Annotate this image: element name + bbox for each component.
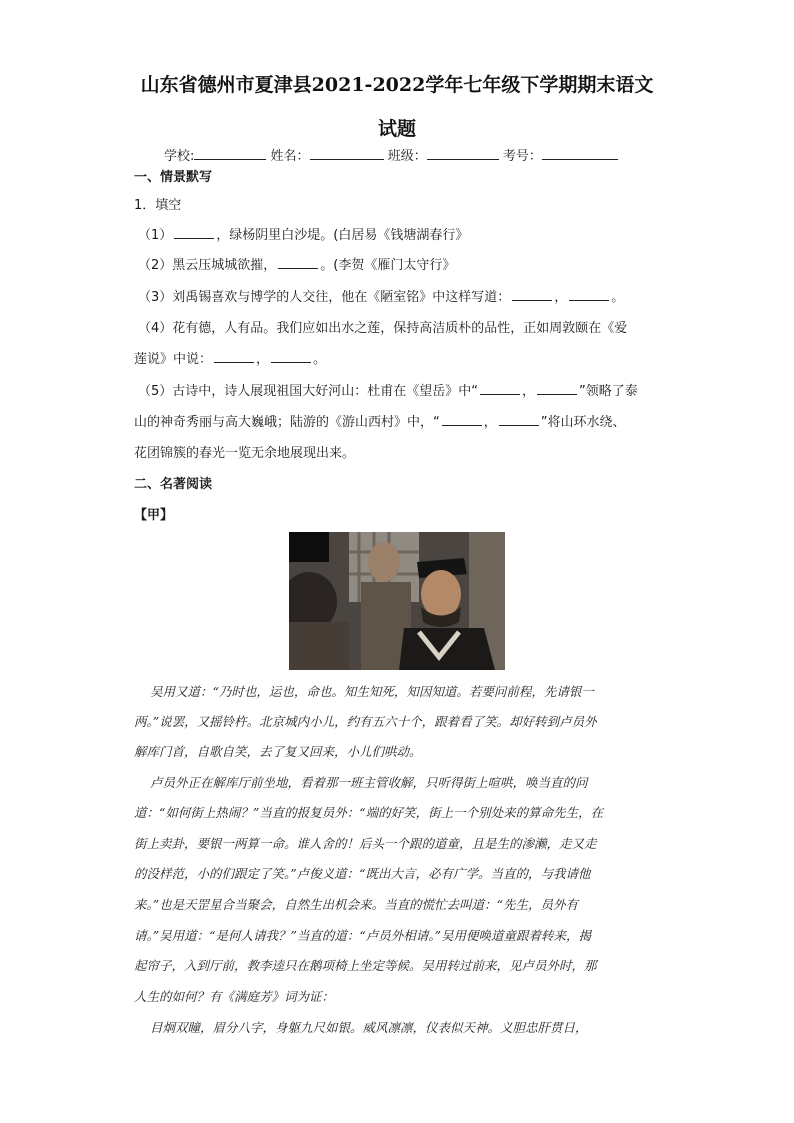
name-label: 姓名： bbox=[270, 149, 310, 164]
school-blank[interactable] bbox=[194, 146, 266, 160]
name-blank[interactable] bbox=[310, 146, 384, 160]
exam-title: 山东省德州市夏津县2021-2022学年七年级下学期期末语文 bbox=[140, 74, 654, 96]
passage-paragraph: 起帘子，入到厅前，教李逵只在鹅项椅上坐定等候。吴用转过前来，见卢员外时，那 bbox=[134, 958, 597, 973]
section2-heading: 二、名著阅读 bbox=[134, 477, 213, 492]
question1-label: 1．填空 bbox=[134, 198, 182, 213]
fill-item-5-line2: 山的神奇秀丽与高大巍峨；陆游的《游山西村》中，“ ， ”将山环水绕、 bbox=[134, 415, 626, 430]
fill-item-1: （1） ，绿杨阴里白沙堤。(白居易《钱塘湖春行》 bbox=[138, 228, 469, 243]
answer-blank[interactable] bbox=[271, 350, 311, 363]
answer-blank[interactable] bbox=[174, 226, 214, 239]
passage-paragraph: 来。”也是天罡星合当聚会，自然生出机会来。当直的慌忙去叫道：“先生，员外有 bbox=[134, 897, 579, 912]
passage-paragraph: 两。”说罢，又摇铃杵。北京城内小儿，约有五六十个，跟着看了笑。却好转到卢员外 bbox=[134, 714, 597, 729]
passage-paragraph: 道：“如何街上热闹？”当直的报复员外：“端的好笑，街上一个别处来的算命先生，在 bbox=[134, 805, 604, 820]
answer-blank[interactable] bbox=[499, 413, 539, 426]
fill-item-4-line1: （4）花有德，人有品。我们应如出水之莲，保持高洁质朴的品性，正如周敦颐在《爱 bbox=[138, 321, 628, 336]
passage-paragraph: 街上卖卦，要银一两算一命。谁人舍的！后头一个跟的道童，且是生的渗濑，走又走 bbox=[134, 836, 597, 851]
class-label: 班级： bbox=[387, 149, 427, 164]
answer-blank[interactable] bbox=[512, 288, 552, 301]
class-blank[interactable] bbox=[427, 146, 499, 160]
number-blank[interactable] bbox=[542, 146, 618, 160]
photo-scene bbox=[289, 532, 505, 670]
answer-blank[interactable] bbox=[537, 382, 577, 395]
answer-blank[interactable] bbox=[480, 382, 520, 395]
passage-paragraph: 人生的如何？有《满庭芳》词为证： bbox=[134, 989, 335, 1004]
passage-paragraph: 目炯双瞳，眉分八字，身躯九尺如银。威风凛凛，仪表似天神。义胆忠肝贯日， bbox=[150, 1020, 588, 1035]
passage-paragraph: 的没样范，小的们跟定了笑。”卢俊义道：“既出大言，必有广学。当直的，与我请他 bbox=[134, 866, 591, 881]
exam-title-continued: 试题 bbox=[377, 118, 416, 140]
answer-blank[interactable] bbox=[278, 256, 318, 269]
fill-item-3: （3）刘禹锡喜欢与博学的人交往，他在《陋室铭》中这样写道： ， 。 bbox=[138, 290, 625, 305]
tv-drama-still-photo bbox=[289, 532, 505, 670]
passage-paragraph: 吴用又道：“乃时也，运也，命也。知生知死，知因知道。若要问前程，先请银一 bbox=[150, 684, 594, 699]
fill-item-4-line2: 莲说》中说： ， 。 bbox=[134, 352, 327, 367]
student-info-line bbox=[164, 145, 618, 164]
passage-paragraph: 解库门首，自歌自笑，去了复又回来，小儿们哄动。 bbox=[134, 744, 422, 759]
fill-item-2: （2）黑云压城城欲摧， 。(李贺《雁门太守行》 bbox=[138, 258, 456, 273]
answer-blank[interactable] bbox=[569, 288, 609, 301]
school-label: 学校: bbox=[164, 149, 195, 164]
part-jia-label: 【甲】 bbox=[134, 508, 174, 523]
passage-paragraph: 卢员外正在解库厅前坐地，看着那一班主管收解，只听得街上喧哄，唤当直的问 bbox=[150, 775, 588, 790]
passage-paragraph: 请。”吴用道：“是何人请我？”当直的道：“卢员外相请。”吴用便唤道童跟着转来，揭 bbox=[134, 928, 591, 943]
section1-heading: 一、情景默写 bbox=[134, 170, 213, 185]
answer-blank[interactable] bbox=[214, 350, 254, 363]
fill-item-5-line3: 花团锦簇的春光一览无余地展现出来。 bbox=[134, 446, 356, 461]
answer-blank[interactable] bbox=[442, 413, 482, 426]
fill-item-5-line1: （5）古诗中，诗人展现祖国大好河山：杜甫在《望岳》中“ ， ”领略了泰 bbox=[138, 384, 638, 399]
number-label: 考号： bbox=[502, 149, 542, 164]
